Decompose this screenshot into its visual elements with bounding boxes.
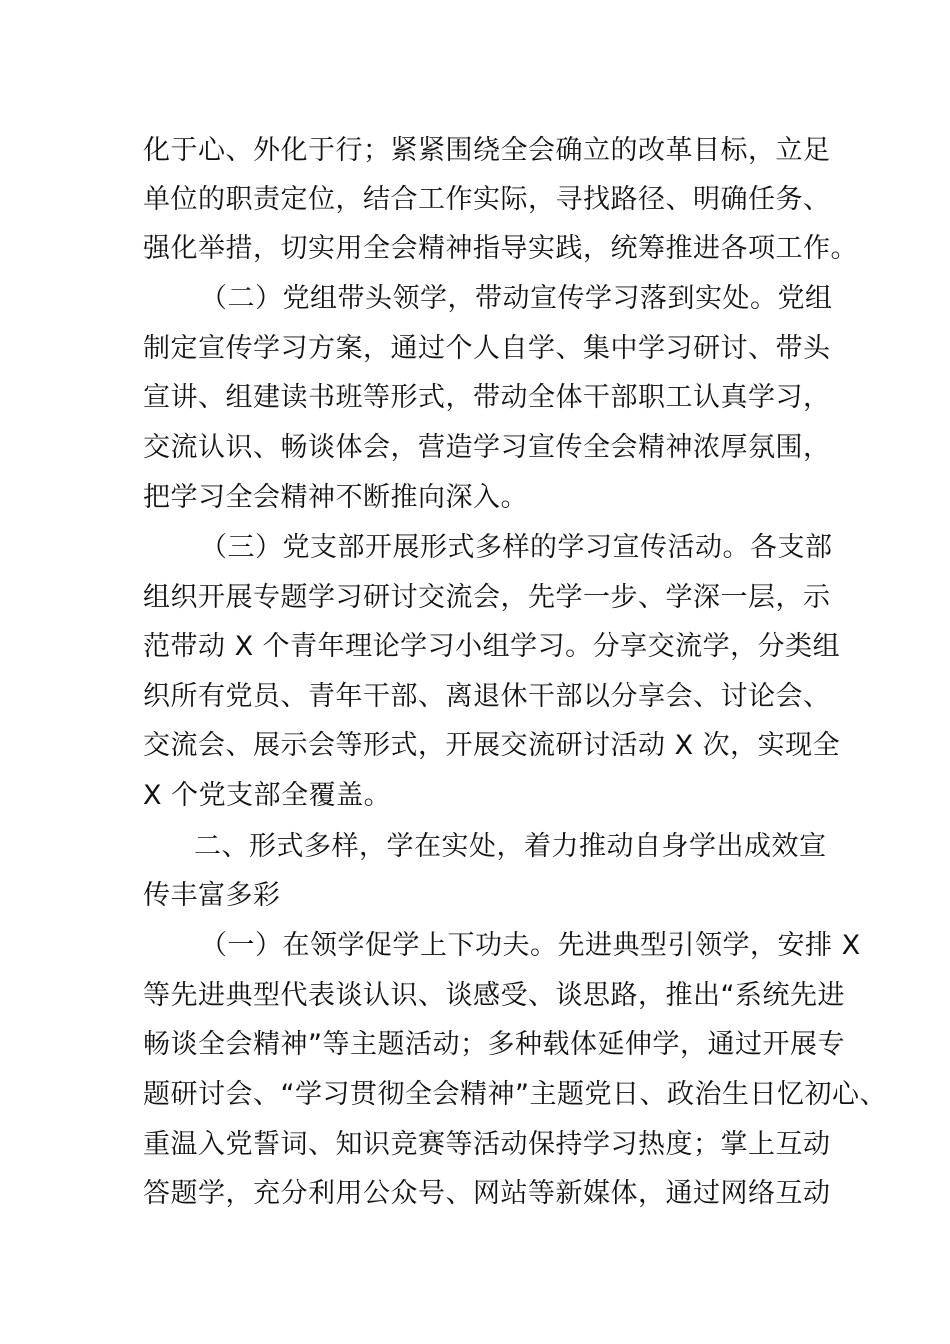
text-line: （一）在领学促学上下功夫。先进典型引领学，安排 X: [200, 930, 861, 961]
text-line: 答题学，充分利用公众号、网站等新媒体，通过网络互动: [143, 1178, 831, 1209]
text-line: 交流认识、畅谈体会，营造学习宣传全会精神浓厚氛围，: [143, 432, 831, 463]
text-line: 组织开展专题学习研讨交流会，先学一步、学深一层，示: [143, 582, 831, 613]
text-line: X 个党支部全覆盖。: [143, 780, 392, 811]
text-line: 题研讨会、“学习贯彻全会精神”主题党日、政治生日忆初心、: [143, 1079, 887, 1110]
text-line: （二）党组带头领学，带动宣传学习落到实处。党组: [200, 283, 833, 314]
text-line: 宣讲、组建读书班等形式，带动全体干部职工认真学习，: [143, 382, 831, 413]
text-line: 等先进典型代表谈认识、谈感受、谈思路，推出“系统先进: [143, 980, 845, 1011]
text-line: 化于心、外化于行；紧紧围绕全会确立的改革目标，立足: [143, 135, 831, 166]
text-line: 制定宣传学习方案，通过个人自学、集中学习研讨、带头: [143, 333, 831, 364]
section-heading-continued: 传丰富多彩: [143, 880, 281, 911]
section-heading: 二、形式多样，学在实处，着力推动自身学出成效宣: [194, 831, 827, 862]
text-line: 织所有党员、青年干部、离退休干部以分享会、讨论会、: [143, 681, 831, 712]
text-line: 强化举措，切实用全会精神指导实践，统筹推进各项工作。: [143, 233, 858, 264]
text-line: 单位的职责定位，结合工作实际，寻找路径、明确任务、: [143, 184, 831, 215]
text-line: 把学习全会精神不断推向深入。: [143, 482, 528, 513]
text-line: （三）党支部开展形式多样的学习宣传活动。各支部: [200, 532, 833, 563]
text-line: 重温入党誓词、知识竞赛等活动保持学习热度；掌上互动: [143, 1129, 831, 1160]
text-line: 范带动 X 个青年理论学习小组学习。分享交流学，分类组: [143, 631, 841, 662]
text-line: 畅谈全会精神”等主题活动；多种载体延伸学，通过开展专: [143, 1029, 845, 1060]
text-line: 交流会、展示会等形式，开展交流研讨活动 X 次，实现全: [143, 730, 841, 761]
